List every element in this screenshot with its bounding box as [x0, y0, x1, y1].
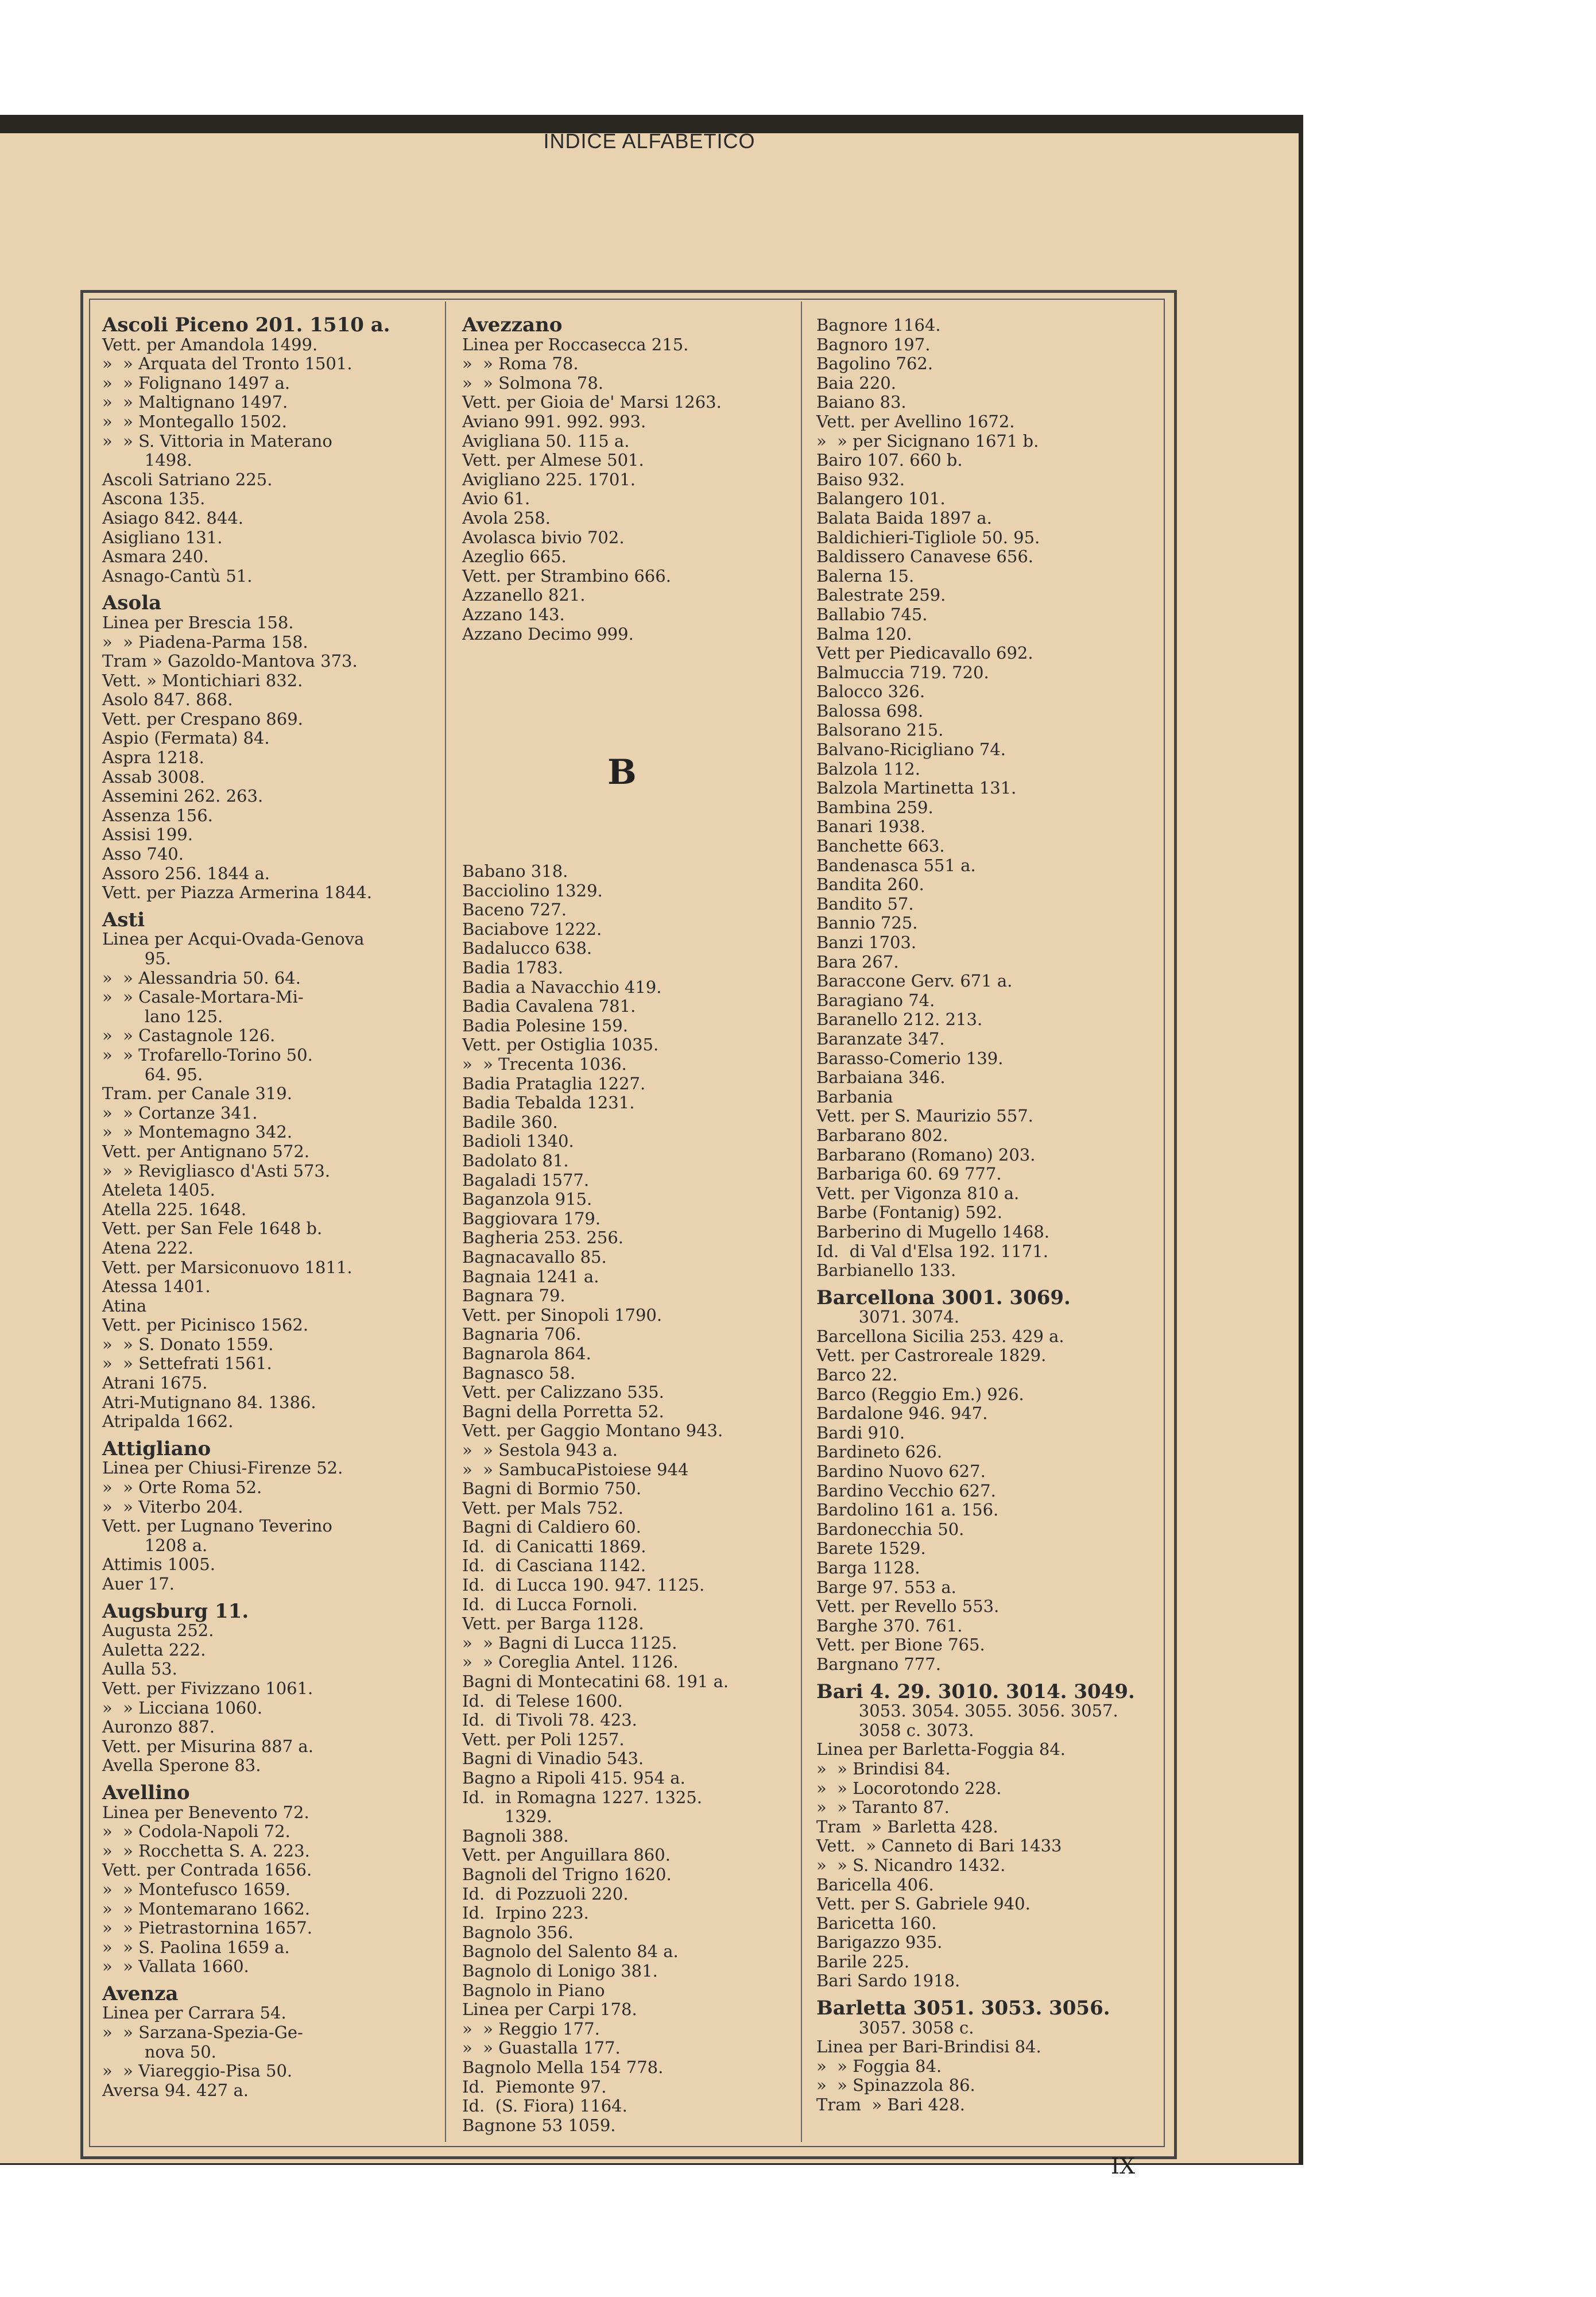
index-entry: Id. Piemonte 97.	[462, 2076, 607, 2097]
index-entry: Baia 220.	[816, 373, 896, 393]
index-entry: Asigliano 131.	[102, 527, 223, 547]
index-entry: Barghe 370. 761.	[816, 1615, 963, 1635]
index-entry: Assemini 262. 263.	[102, 786, 264, 806]
index-entry: Atessa 1401.	[102, 1277, 211, 1297]
index-entry: Bagnoro 197.	[816, 334, 931, 354]
index-entry: Azeglio 665.	[462, 547, 567, 567]
index-entry: 3057. 3058 c.	[816, 2017, 974, 2037]
index-entry: Bagnone 53 1059.	[462, 2115, 616, 2135]
index-entry: Asola	[102, 591, 162, 615]
index-entry: Tram » Barletta 428.	[816, 1816, 998, 1836]
index-entry: Tram » Gazoldo-Mantova 373.	[102, 651, 358, 671]
index-entry: Id. di Canicatti 1869.	[462, 1536, 646, 1556]
index-entry: Badia Polesine 159.	[462, 1015, 628, 1035]
index-entry: Vett. per Picinisco 1562.	[102, 1315, 309, 1335]
index-entry: Bagnara 79.	[462, 1286, 565, 1306]
index-entry: Bagnaria 706.	[462, 1324, 582, 1344]
index-entry: Bagnoli 388.	[462, 1826, 569, 1846]
index-entry: » » Spinazzola 86.	[816, 2075, 975, 2095]
index-entry: » » Reggio 177.	[462, 2018, 600, 2039]
index-entry: Badolato 81.	[462, 1151, 569, 1170]
index-entry: Vett. per Calizzano 535.	[462, 1382, 664, 1402]
index-entry: Id. Irpino 223.	[462, 1903, 589, 1923]
index-entry: Barcellona 3001. 3069.	[816, 1286, 1071, 1309]
index-entry: Balmuccia 719. 720.	[816, 662, 989, 682]
index-entry: Vett. per Mals 752.	[462, 1498, 623, 1518]
index-entry: Vett. per Barga 1128.	[462, 1614, 644, 1634]
index-entry: Bagolino 762.	[816, 354, 933, 374]
index-entry: Augusta 252.	[102, 1621, 214, 1641]
index-entry: Bargnano 777.	[816, 1654, 941, 1674]
index-entry: » » per Sicignano 1671 b.	[816, 431, 1039, 451]
index-entry: » » Montemarano 1662.	[102, 1898, 311, 1919]
index-entry: Bagni di Vinadio 543.	[462, 1749, 644, 1769]
index-entry: Baganzola 915.	[462, 1189, 592, 1209]
index-entry: » » Revigliasco d'Asti 573.	[102, 1161, 331, 1181]
index-entry: Vett. per Amandola 1499.	[102, 334, 318, 354]
index-entry: » » Montefusco 1659.	[102, 1879, 291, 1899]
index-entry: Vett. per Anguillara 860.	[462, 1845, 671, 1865]
index-entry: » » S. Donato 1559.	[102, 1334, 274, 1354]
index-entry: » » S. Paolina 1659 a.	[102, 1937, 290, 1957]
index-entry: » » S. Vittoria in Materano	[102, 431, 332, 451]
index-entry: » » Rocchetta S. A. 223.	[102, 1840, 310, 1861]
index-entry: » » Settefrati 1561.	[102, 1354, 272, 1374]
index-entry: Babano 318.	[462, 861, 568, 881]
index-entry: Bardi 910.	[816, 1422, 905, 1443]
index-entry: Avola 258.	[462, 508, 551, 528]
index-entry: Bardolino 161 a. 156.	[816, 1500, 999, 1520]
index-entry: Asnago-Cantù 51.	[102, 566, 253, 586]
index-entry: Vett per Piedicavallo 692.	[816, 643, 1033, 663]
index-entry: » » Coreglia Antel. 1126.	[462, 1652, 679, 1672]
index-entry: Vett. per Vigonza 810 a.	[816, 1183, 1020, 1203]
index-entry: Balangero 101.	[816, 489, 946, 509]
index-entry: Bandito 57.	[816, 894, 914, 914]
index-entry: Baiano 83.	[816, 392, 907, 412]
index-column-3	[816, 316, 1161, 2115]
index-entry: Bari 4. 29. 3010. 3014. 3049.	[816, 1680, 1135, 1703]
index-entry: Balata Baida 1897 a.	[816, 508, 992, 528]
index-entry: Asti	[102, 908, 145, 931]
index-entry: Atina	[102, 1296, 147, 1316]
index-entry: Linea per Barletta-Foggia 84.	[816, 1739, 1066, 1760]
page-number: IX	[1111, 2153, 1136, 2179]
index-entry: Barile 225.	[816, 1951, 909, 1971]
index-entry: Vett. per Piazza Armerina 1844.	[102, 883, 372, 903]
index-entry: Azzano Decimo 999.	[462, 624, 634, 644]
index-column-1	[102, 316, 447, 2100]
index-entry: » » Taranto 87.	[816, 1797, 950, 1818]
index-entry: Vett. per Almese 501.	[462, 450, 644, 470]
index-entry: Vett. per Ostiglia 1035.	[462, 1035, 659, 1055]
index-entry: Vett. per Contrada 1656.	[102, 1860, 312, 1880]
index-entry: Avigliana 50. 115 a.	[462, 431, 630, 451]
index-entry: » » Viareggio-Pisa 50.	[102, 2061, 293, 2081]
index-entry: » » Cortanze 341.	[102, 1103, 258, 1123]
index-entry: Assoro 256. 1844 a.	[102, 863, 270, 883]
index-entry: Auronzo 887.	[102, 1717, 215, 1737]
index-entry: Atrani 1675.	[102, 1373, 208, 1393]
index-entry: Id. di Lucca Fornoli.	[462, 1594, 638, 1614]
index-entry: Ballabio 745.	[816, 604, 928, 624]
index-entry: » » Alessandria 50. 64.	[102, 968, 301, 988]
index-entry: Azzanello 821.	[462, 585, 586, 605]
index-entry: Balma 120.	[816, 624, 912, 644]
index-entry: » » S. Nicandro 1432.	[816, 1855, 1006, 1875]
index-entry: Avigliano 225. 1701.	[462, 469, 636, 489]
index-entry: Vett. per Gaggio Montano 943.	[462, 1421, 723, 1441]
index-entry: Barberino di Mugello 1468.	[816, 1221, 1050, 1242]
index-entry: Bagnacavallo 85.	[462, 1247, 607, 1267]
index-entry: Bagnoli del Trigno 1620.	[462, 1864, 672, 1884]
index-entry: Bardalone 946. 947.	[816, 1403, 988, 1424]
index-entry: Badia a Navacchio 419.	[462, 977, 662, 997]
index-entry: Id. in Romagna 1227. 1325.	[462, 1787, 702, 1807]
index-entry: Azzano 143.	[462, 604, 565, 624]
index-entry: 3053. 3054. 3055. 3056. 3057.	[816, 1701, 1118, 1721]
index-entry: Aspio (Fermata) 84.	[102, 728, 270, 748]
index-entry: Vett. per S. Maurizio 557.	[816, 1106, 1033, 1126]
index-entry: » » Montegallo 1502.	[102, 411, 287, 431]
index-entry: Linea per Roccasecca 215.	[462, 334, 689, 354]
index-entry: Bardino Vecchio 627.	[816, 1480, 996, 1501]
index-entry: Assenza 156.	[102, 805, 213, 825]
index-entry: Tram. per Canale 319.	[102, 1084, 292, 1104]
index-entry: Vett. per Strambino 666.	[462, 566, 671, 586]
index-entry: Attimis 1005.	[102, 1554, 215, 1575]
page-header: INDICE ALFABETICO	[543, 129, 756, 153]
index-entry: Id. di Tivoli 78. 423.	[462, 1710, 637, 1730]
index-entry: Vett. per S. Gabriele 940.	[816, 1894, 1031, 1914]
index-entry: » » Casale-Mortara-Mi-	[102, 987, 304, 1007]
index-entry: Vett. per San Fele 1648 b.	[102, 1219, 323, 1239]
index-entry: Baranzate 347.	[816, 1028, 945, 1049]
index-entry: Avolasca bivio 702.	[462, 527, 625, 547]
index-entry: Linea per Bari-Brindisi 84.	[816, 2037, 1041, 2057]
index-entry: Auer 17.	[102, 1574, 175, 1594]
index-entry: » » Maltignano 1497.	[102, 392, 288, 412]
index-entry: Bardonecchia 50.	[816, 1519, 964, 1539]
index-entry: » » Sarzana-Spezia-Ge-	[102, 2023, 303, 2043]
index-entry: Auletta 222.	[102, 1639, 206, 1660]
index-entry: Atripalda 1662.	[102, 1412, 234, 1432]
index-entry: » » Arquata del Tronto 1501.	[102, 354, 352, 374]
index-entry: Augsburg 11.	[102, 1599, 249, 1623]
index-entry: Vett. per Marsiconuovo 1811.	[102, 1257, 352, 1277]
index-entry: Bardineto 626.	[816, 1442, 943, 1462]
index-entry: Baragiano 74.	[816, 990, 935, 1010]
index-entry: Vett. per Revello 553.	[816, 1596, 1000, 1617]
index-entry: Vett. per Poli 1257.	[462, 1729, 625, 1749]
index-entry: Barasso-Comerio 139.	[816, 1048, 1004, 1068]
index-entry: 3071. 3074.	[816, 1307, 960, 1327]
index-entry: Linea per Carrara 54.	[102, 2003, 286, 2023]
index-entry: Bagnolo di Lonigo 381.	[462, 1960, 658, 1981]
index-entry: Atena 222.	[102, 1238, 194, 1258]
index-entry: » » Orte Roma 52.	[102, 1478, 262, 1498]
index-entry: Bagnore 1164.	[816, 315, 941, 335]
index-entry: Avio 61.	[462, 489, 530, 509]
index-entry: » » SambucaPistoiese 944	[462, 1459, 689, 1479]
index-entry: nova 50.	[102, 2041, 216, 2062]
index-entry: lano 125.	[102, 1006, 223, 1026]
index-entry: » » Castagnole 126.	[102, 1026, 276, 1046]
index-entry: Balsorano 215.	[816, 720, 944, 740]
index-entry: Avenza	[102, 1982, 179, 2005]
index-entry: Vett. per Fivizzano 1061.	[102, 1678, 313, 1698]
index-entry: Balzola Martinetta 131.	[816, 778, 1017, 798]
index-entry: » » Solmona 78.	[462, 373, 604, 393]
index-entry: Barbaiana 346.	[816, 1068, 946, 1088]
index-entry: Balvano-Ricigliano 74.	[816, 740, 1006, 760]
index-entry: Vett. » Canneto di Bari 1433	[816, 1836, 1062, 1856]
section-letter: B	[607, 752, 637, 792]
index-entry: Banchette 663.	[816, 836, 945, 856]
index-entry: Ascona 135.	[102, 489, 206, 509]
index-entry: Ateleta 1405.	[102, 1180, 215, 1200]
index-entry: 1329.	[462, 1807, 552, 1827]
index-entry: Barigazzo 935.	[816, 1932, 943, 1952]
index-entry: » » Guastalla 177.	[462, 2038, 621, 2058]
index-entry: » » Folignano 1497 a.	[102, 373, 290, 393]
index-entry: » » Roma 78.	[462, 354, 579, 374]
index-entry: Vett. per Lugnano Teverino	[102, 1516, 332, 1536]
index-entry: Barbarano (Romano) 203.	[816, 1144, 1036, 1165]
index-entry: Bagni di Montecatini 68. 191 a.	[462, 1672, 729, 1692]
index-entry: Badalucco 638.	[462, 938, 592, 958]
index-entry: Barco 22.	[816, 1365, 898, 1385]
index-entry: » » Licciana 1060.	[102, 1697, 262, 1718]
index-entry: Barbariga 60. 69 777.	[816, 1164, 1002, 1184]
index-entry: 95.	[102, 949, 171, 968]
index-entry: » » Viterbo 204.	[102, 1496, 243, 1517]
index-entry: Id. di Telese 1600.	[462, 1691, 623, 1711]
index-entry: Vett. per Avellino 1672.	[816, 411, 1015, 431]
index-entry: Ascoli Satriano 225.	[102, 469, 273, 489]
index-entry: Bagaladi 1577.	[462, 1170, 590, 1190]
index-entry: Banzi 1703.	[816, 933, 917, 952]
index-entry: Baricetta 160.	[816, 1913, 937, 1933]
index-entry: Id. (S. Fiora) 1164.	[462, 2096, 627, 2116]
index-entry: Bagni della Porretta 52.	[462, 1401, 664, 1421]
index-entry: » » Trecenta 1036.	[462, 1054, 627, 1074]
index-entry: Bagnasco 58.	[462, 1363, 576, 1383]
index-entry: Bagnaia 1241 a.	[462, 1266, 599, 1286]
index-entry: » » Trofarello-Torino 50.	[102, 1045, 313, 1065]
index-entry: Id. di Val d'Elsa 192. 1171.	[816, 1241, 1048, 1261]
index-entry: Vett. per Bione 765.	[816, 1635, 985, 1655]
index-entry: » » Sestola 943 a.	[462, 1440, 618, 1460]
index-entry: Id. di Pozzuoli 220.	[462, 1884, 629, 1904]
index-entry: Balocco 326.	[816, 682, 925, 702]
index-entry: Bagnarola 864.	[462, 1343, 591, 1363]
index-entry: Barletta 3051. 3053. 3056.	[816, 1997, 1110, 2020]
index-entry: Linea per Chiusi-Firenze 52.	[102, 1458, 343, 1478]
index-entry: Baldissero Canavese 656.	[816, 547, 1034, 567]
index-entry: Aspra 1218.	[102, 748, 204, 768]
index-entry: Badia Tebalda 1231.	[462, 1093, 635, 1113]
index-entry: Banari 1938.	[816, 817, 925, 837]
index-entry: Vett. per Antignano 572.	[102, 1141, 309, 1161]
index-entry: Vett. » Montichiari 832.	[102, 670, 303, 690]
index-entry: Bagnolo Mella 154 778.	[462, 2057, 664, 2077]
index-entry: Baceno 727.	[462, 900, 567, 920]
index-entry: Aviano 991. 992. 993.	[462, 411, 646, 431]
index-entry: Bagni di Caldiero 60.	[462, 1517, 641, 1537]
index-entry: Aversa 94. 427 a.	[102, 2080, 249, 2100]
index-entry: Balestrate 259.	[816, 585, 946, 605]
index-entry: Bannio 725.	[816, 913, 918, 933]
index-entry: Barga 1128.	[816, 1558, 920, 1577]
index-entry: Badia 1783.	[462, 958, 563, 978]
index-entry: Barete 1529.	[816, 1538, 926, 1559]
index-entry: Baciabove 1222.	[462, 919, 602, 939]
index-entry: Bari Sardo 1918.	[816, 1971, 960, 1991]
index-entry: Balzola 112.	[816, 759, 920, 779]
index-entry: Avezzano	[462, 314, 563, 337]
index-entry: Vett. per Gioia de' Marsi 1263.	[462, 392, 722, 412]
index-entry: Badia Cavalena 781.	[462, 996, 636, 1016]
index-entry: Linea per Brescia 158.	[102, 612, 294, 632]
index-entry: Bara 267.	[816, 952, 899, 972]
index-entry: Balossa 698.	[816, 701, 924, 721]
index-entry: Tram » Bari 428.	[816, 2095, 965, 2115]
index-entry: Baiso 932.	[816, 469, 905, 489]
index-entry: 1498.	[102, 450, 192, 470]
index-entry: » » Foggia 84.	[816, 2056, 942, 2076]
index-entry: Asolo 847. 868.	[102, 690, 233, 710]
index-entry: Ascoli Piceno 201. 1510 a.	[102, 314, 390, 337]
index-entry: Bandita 260.	[816, 875, 924, 895]
index-entry: Bandenasca 551 a.	[816, 855, 976, 875]
index-entry: Attigliano	[102, 1437, 211, 1460]
index-entry: Baggiovara 179.	[462, 1208, 601, 1228]
index-column-2	[462, 316, 807, 2135]
index-entry: Bagno a Ripoli 415. 954 a.	[462, 1768, 685, 1788]
index-entry: » » Codola-Napoli 72.	[102, 1822, 290, 1842]
index-entry: » » Locorotondo 228.	[816, 1778, 1002, 1798]
index-entry: Barco (Reggio Em.) 926.	[816, 1384, 1024, 1404]
index-entry: Badia Prataglia 1227.	[462, 1073, 646, 1093]
index-entry: Avella Sperone 83.	[102, 1755, 261, 1776]
index-entry: Baricella 406.	[816, 1874, 934, 1894]
index-entry: Bagnolo 356.	[462, 1922, 574, 1942]
index-entry: Baraccone Gerv. 671 a.	[816, 971, 1013, 991]
index-entry: Bambina 259.	[816, 797, 933, 817]
index-entry: Linea per Acqui-Ovada-Genova	[102, 929, 365, 949]
index-entry: Asmara 240.	[102, 547, 209, 567]
index-entry: Atri-Mutignano 84. 1386.	[102, 1392, 316, 1412]
index-entry: Id. di Casciana 1142.	[462, 1556, 646, 1576]
index-entry: Avellino	[102, 1781, 190, 1804]
index-entry: Badioli 1340.	[462, 1131, 574, 1151]
index-entry: Balerna 15.	[816, 566, 915, 586]
index-entry: Asiago 842. 844.	[102, 508, 243, 528]
index-entry: Bagheria 253. 256.	[462, 1228, 624, 1248]
index-entry: Asso 740.	[102, 844, 184, 864]
index-entry: Barcellona Sicilia 253. 429 a.	[816, 1326, 1064, 1346]
index-entry: » » Brindisi 84.	[816, 1758, 951, 1778]
index-entry: Barbarano 802.	[816, 1125, 948, 1145]
index-entry: Atella 225. 1648.	[102, 1199, 247, 1219]
index-entry: Bardino Nuovo 627.	[816, 1461, 986, 1482]
index-entry: Aulla 53.	[102, 1659, 177, 1679]
index-entry: Bacciolino 1329.	[462, 880, 603, 900]
index-entry: » » Bagni di Lucca 1125.	[462, 1633, 677, 1653]
index-entry: Vett. per Crespano 869.	[102, 709, 303, 729]
index-entry: Baldichieri-Tigliole 50. 95.	[816, 527, 1040, 547]
index-entry: Baranello 212. 213.	[816, 1010, 983, 1030]
index-entry: Badile 360.	[462, 1112, 558, 1132]
index-entry: » » Montemagno 342.	[102, 1122, 293, 1142]
index-entry: 3058 c. 3073.	[816, 1720, 974, 1740]
index-entry: Bagnolo del Salento 84 a.	[462, 1942, 679, 1962]
index-entry: Bagnolo in Piano	[462, 1980, 605, 2000]
index-entry: Barbania	[816, 1086, 893, 1107]
index-entry: Vett. per Misurina 887 a.	[102, 1736, 313, 1756]
index-entry: Barbe (Fontanig) 592.	[816, 1202, 1002, 1223]
index-entry: Bairo 107. 660 b.	[816, 450, 963, 470]
index-entry: 1208 a.	[102, 1535, 208, 1555]
index-entry: Assab 3008.	[102, 767, 205, 787]
index-entry: Id. di Lucca 190. 947. 1125.	[462, 1575, 705, 1595]
index-entry: Vett. per Sinopoli 1790.	[462, 1305, 663, 1325]
index-entry: Barge 97. 553 a.	[816, 1577, 956, 1597]
index-entry: » » Pietrastornina 1657.	[102, 1918, 312, 1938]
index-entry: 64. 95.	[102, 1064, 203, 1084]
index-entry: Barbianello 133.	[816, 1260, 956, 1281]
index-entry: Linea per Carpi 178.	[462, 2000, 637, 2020]
index-entry: Assisi 199.	[102, 825, 193, 845]
index-entry: Vett. per Castroreale 1829.	[816, 1345, 1047, 1366]
index-entry: Bagni di Bormio 750.	[462, 1479, 642, 1499]
index-entry: » » Vallata 1660.	[102, 1956, 249, 1977]
index-entry: Linea per Benevento 72.	[102, 1802, 309, 1822]
index-entry: » » Piadena-Parma 158.	[102, 632, 308, 652]
